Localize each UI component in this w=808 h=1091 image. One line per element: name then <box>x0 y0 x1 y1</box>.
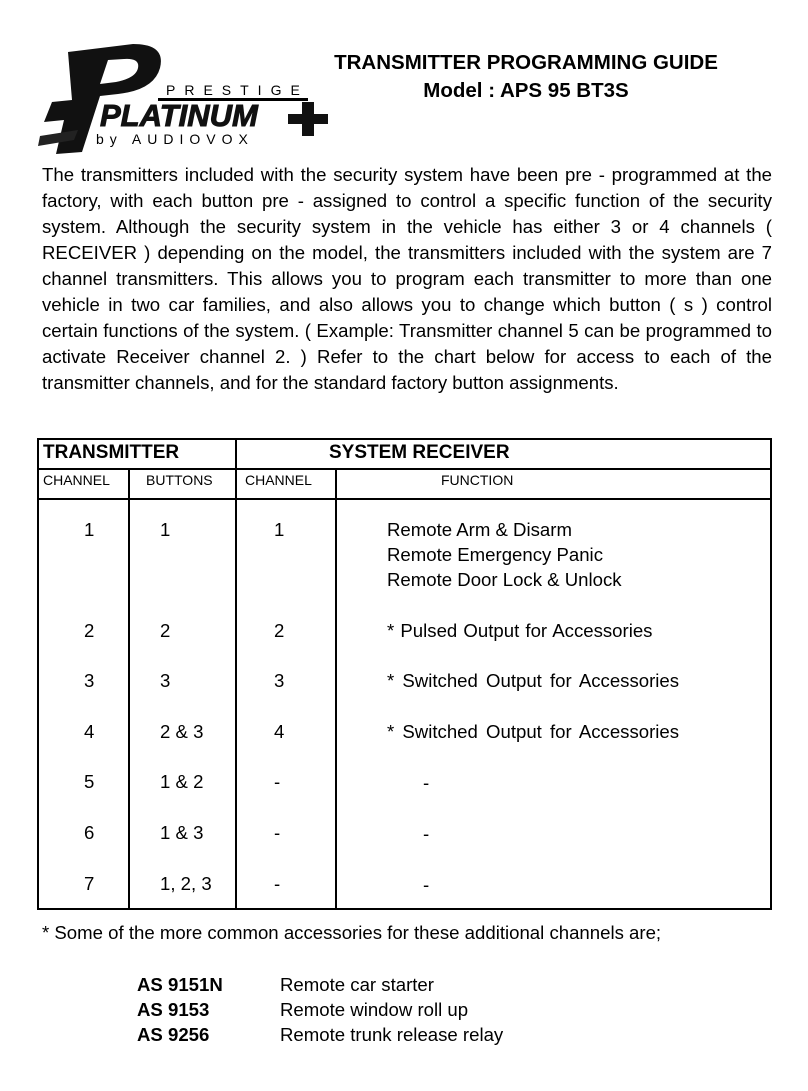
rx-channel-cell: 4 <box>274 721 285 742</box>
buttons-cell: 2 & 3 <box>160 721 204 742</box>
rx-channel-cell: 3 <box>274 670 285 691</box>
accessory-code: AS 9153 <box>137 999 210 1020</box>
rx-channel-cell: - <box>274 771 281 792</box>
col-divider-2 <box>235 440 237 908</box>
accessory-description: Remote car starter <box>280 974 434 995</box>
list-item <box>137 1022 503 1047</box>
header-divider <box>39 468 770 470</box>
rx-channel-cell: - <box>274 873 281 894</box>
rx-channel-cell: - <box>274 822 281 843</box>
intro-text: The transmitters included with the security system have been pre - programmed at the factory, with each button pre - assigned to control a specific function of the security system. Although the security system in the vehicle has either 3 or 4 channels ( RECEIVER ) depending on the model, the transmitters included with the system are 7 channel transmitters. This allows you to program each transmitter to more than one vehicle in two car families, and also allows you to change which button ( s ) control certain functions of the system. ( Example: Transmitter channel 5 can be programmed to activate Receiver channel 2. ) Refer to the chart below for access to each of the transmitter channels, and for the standard factory button assignments. <box>42 164 772 393</box>
function-cell <box>387 517 622 592</box>
function-line: Remote Emergency Panic <box>387 544 603 565</box>
function-line: Remote Arm & Disarm <box>387 519 572 540</box>
buttons-cell: 3 <box>160 670 171 691</box>
rx-channel-cell: 1 <box>274 519 285 540</box>
subheader-divider <box>39 498 770 500</box>
col-header-rx-channel: CHANNEL <box>245 472 312 488</box>
col-header-channel: CHANNEL <box>43 472 110 488</box>
guide-title: TRANSMITTER PROGRAMMING GUIDE <box>334 51 718 74</box>
col-header-function: FUNCTION <box>441 472 514 488</box>
logo-byline-text: by AUDIOVOX <box>96 131 254 147</box>
receiver-group-header: SYSTEM RECEIVER <box>329 442 510 463</box>
accessory-code: AS 9151N <box>137 974 223 995</box>
buttons-cell: 1, 2, 3 <box>160 873 212 894</box>
tx-channel-cell: 1 <box>84 519 95 540</box>
function-cell: * Pulsed Output for Accessories <box>387 620 653 641</box>
logo-prestige-text: PRESTIGE <box>166 82 309 98</box>
function-cell: - <box>423 823 430 844</box>
tx-channel-cell: 4 <box>84 721 95 742</box>
function-line: Remote Door Lock & Unlock <box>387 569 622 590</box>
function-cell: - <box>423 772 430 793</box>
brand-logo <box>38 40 338 160</box>
tx-channel-cell: 7 <box>84 873 95 894</box>
function-cell: * Switched Output for Accessories <box>387 721 680 742</box>
rx-channel-cell: 2 <box>274 620 285 641</box>
accessories-list <box>137 972 503 1047</box>
tx-channel-cell: 2 <box>84 620 95 641</box>
col-divider-1 <box>128 468 130 908</box>
accessory-code: AS 9256 <box>137 1024 210 1045</box>
accessories-note: * Some of the more common accessories for these additional channels are; <box>42 922 662 943</box>
accessory-description: Remote window roll up <box>280 999 469 1020</box>
function-cell: - <box>423 874 430 895</box>
tx-channel-cell: 6 <box>84 822 95 843</box>
logo-platinum-text: PLATINUM <box>100 98 258 133</box>
list-item <box>137 972 503 997</box>
col-header-buttons: BUTTONS <box>146 472 213 488</box>
buttons-cell: 1 & 2 <box>160 771 204 792</box>
buttons-cell: 1 <box>160 519 171 540</box>
model-line: Model : APS 95 BT3S <box>423 79 629 102</box>
list-item <box>137 997 503 1022</box>
col-divider-3 <box>335 468 337 908</box>
tx-channel-cell: 3 <box>84 670 95 691</box>
function-cell: * Switched Output for Accessories <box>387 670 680 691</box>
intro-paragraph <box>42 162 772 396</box>
channel-table <box>37 438 772 910</box>
page-title <box>306 49 746 105</box>
accessory-description: Remote trunk release relay <box>280 1024 504 1045</box>
buttons-cell: 2 <box>160 620 171 641</box>
buttons-cell: 1 & 3 <box>160 822 204 843</box>
tx-channel-cell: 5 <box>84 771 95 792</box>
transmitter-group-header: TRANSMITTER <box>43 442 180 463</box>
